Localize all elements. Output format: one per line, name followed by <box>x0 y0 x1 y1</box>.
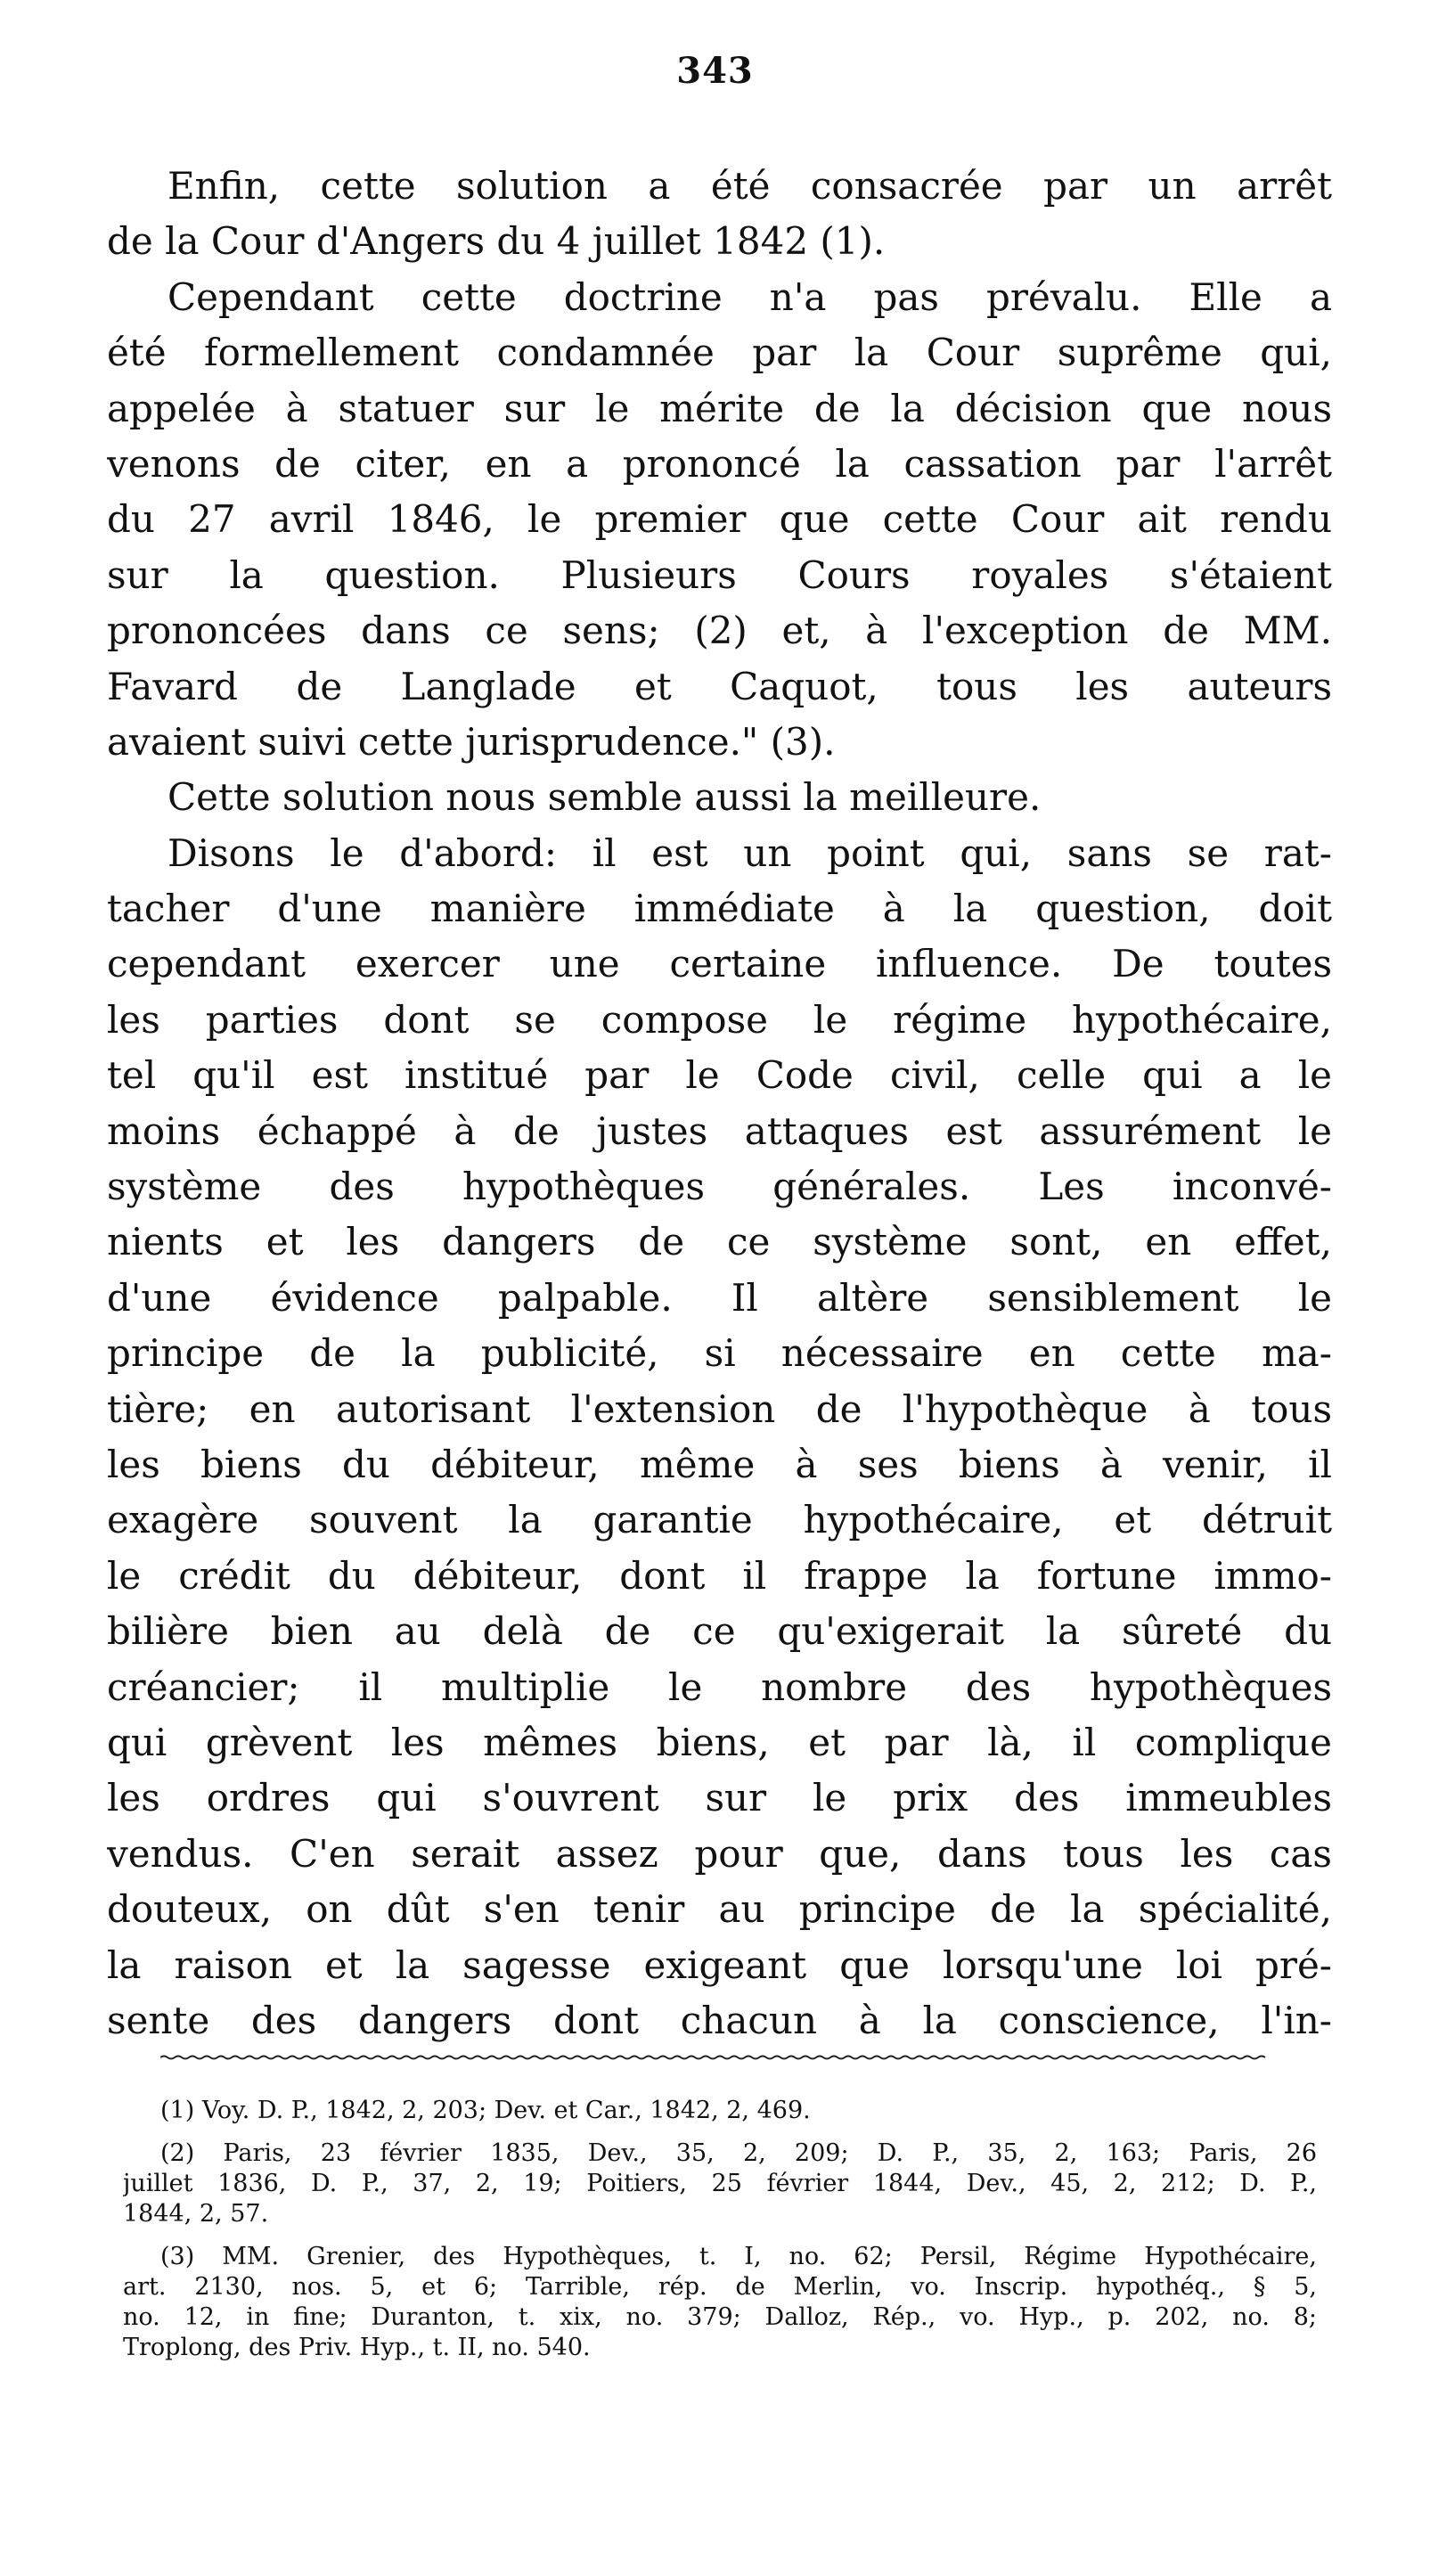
footnote-line: Troplong, des Priv. Hyp., t. II, no. 540. <box>123 2334 591 2361</box>
text-line: les ordres qui s'ouvrent sur le prix des immeubles <box>107 1776 1332 1820</box>
text-line: moins échappé à de justes attaques est assurément le <box>107 1108 1332 1153</box>
text-line: Disons le d'abord: il est un point qui, sans se rat- <box>168 830 1332 875</box>
text-line: avaient suivi cette jurisprudence." (3). <box>107 719 836 764</box>
text-line: nients et les dangers de ce système sont, en effet, <box>107 1220 1332 1264</box>
text-line: qui grèvent les mêmes biens, et par là, il complique <box>107 1720 1332 1764</box>
footnote-line: (1) Voy. D. P., 1842, 2, 203; Dev. et Car., 1842, 2, 469. <box>160 2097 811 2124</box>
text-line: sur la question. Plusieurs Cours royales s'étaient <box>107 552 1332 597</box>
text-line: les biens du débiteur, même à ses biens à venir, il <box>107 1442 1332 1486</box>
text-line: été formellement condamnée par la Cour suprême qui, <box>107 331 1332 375</box>
text-line: tel qu'il est institué par le Code civil, celle qui a le <box>107 1053 1332 1098</box>
text-line: d'une évidence palpable. Il altère sensiblement le <box>107 1275 1332 1320</box>
text-line: Enfin, cette solution a été consacrée par un arrêt <box>168 164 1332 208</box>
text-line: sente des dangers dont chacun à la conscience, l'in- <box>107 1998 1332 2042</box>
text-line: le crédit du débiteur, dont il frappe la fortune immo- <box>107 1553 1332 1598</box>
text-line: cependant exercer une certaine influence. De toutes <box>107 942 1332 986</box>
footnote-line: 1844, 2, 57. <box>123 2200 269 2228</box>
text-line: tacher d'une manière immédiate à la question, doit <box>107 887 1332 931</box>
text-line: la raison et la sagesse exigeant que lorsqu'une loi pré- <box>107 1942 1332 1987</box>
footnote-line: (2) Paris, 23 février 1835, Dev., 35, 2, 209; D. P., 35, 2, 163; Paris, 26 <box>160 2139 1317 2167</box>
text-line: principe de la publicité, si nécessaire en cette ma- <box>107 1331 1332 1376</box>
text-line: de la Cour d'Angers du 4 juillet 1842 (1). <box>107 219 886 264</box>
main-text <box>107 159 1332 2049</box>
text-line: Favard de Langlade et Caquot, tous les auteurs <box>107 664 1332 708</box>
text-line: tière; en autorisant l'extension de l'hypothèque à tous <box>107 1386 1332 1431</box>
page-number: 343 <box>676 50 754 92</box>
text-line: du 27 avril 1846, le premier que cette Cour ait rendu <box>107 497 1332 542</box>
text-line: prononcées dans ce sens; (2) et, à l'exception de MM. <box>107 609 1332 653</box>
text-line: Cependant cette doctrine n'a pas prévalu. Elle a <box>168 274 1332 319</box>
footnotes <box>123 2096 1317 2363</box>
text-line: bilière bien au delà de ce qu'exigerait la sûreté du <box>107 1609 1332 1654</box>
text-line: Cette solution nous semble aussi la meilleure. <box>168 775 1042 820</box>
text-line: douteux, on dût s'en tenir au principe de la spécialité, <box>107 1887 1332 1932</box>
text-line: système des hypothèques générales. Les inconvé- <box>107 1165 1332 1209</box>
text-line: les parties dont se compose le régime hypothécaire, <box>107 997 1332 1042</box>
footnote-line: no. 12, in fine; Duranton, t. xix, no. 379; Dalloz, Rép., vo. Hyp., p. 202, no. 8; <box>123 2303 1317 2331</box>
text-line: venons de citer, en a prononcé la cassation par l'arrêt <box>107 441 1332 486</box>
footnote-line: juillet 1836, D. P., 37, 2, 19; Poitiers, 25 février 1844, Dev., 45, 2, 212; D. P., <box>123 2170 1317 2197</box>
text-line: vendus. C'en serait assez pour que, dans tous les cas <box>107 1831 1332 1876</box>
text-line: appelée à statuer sur le mérite de la décision que nous <box>107 386 1332 430</box>
text-line: créancier; il multiplie le nombre des hypothèques <box>107 1664 1332 1709</box>
footnote-line: (3) MM. Grenier, des Hypothèques, t. I, no. 62; Persil, Régime Hypothécaire, <box>160 2243 1317 2270</box>
text-line: exagère souvent la garantie hypothécaire, et détruit <box>107 1498 1332 1542</box>
footnote-line: art. 2130, nos. 5, et 6; Tarrible, rép. de Merlin, vo. Inscrip. hypothéq., § 5, <box>123 2273 1317 2301</box>
footnote-separator-rule <box>160 2055 1270 2060</box>
